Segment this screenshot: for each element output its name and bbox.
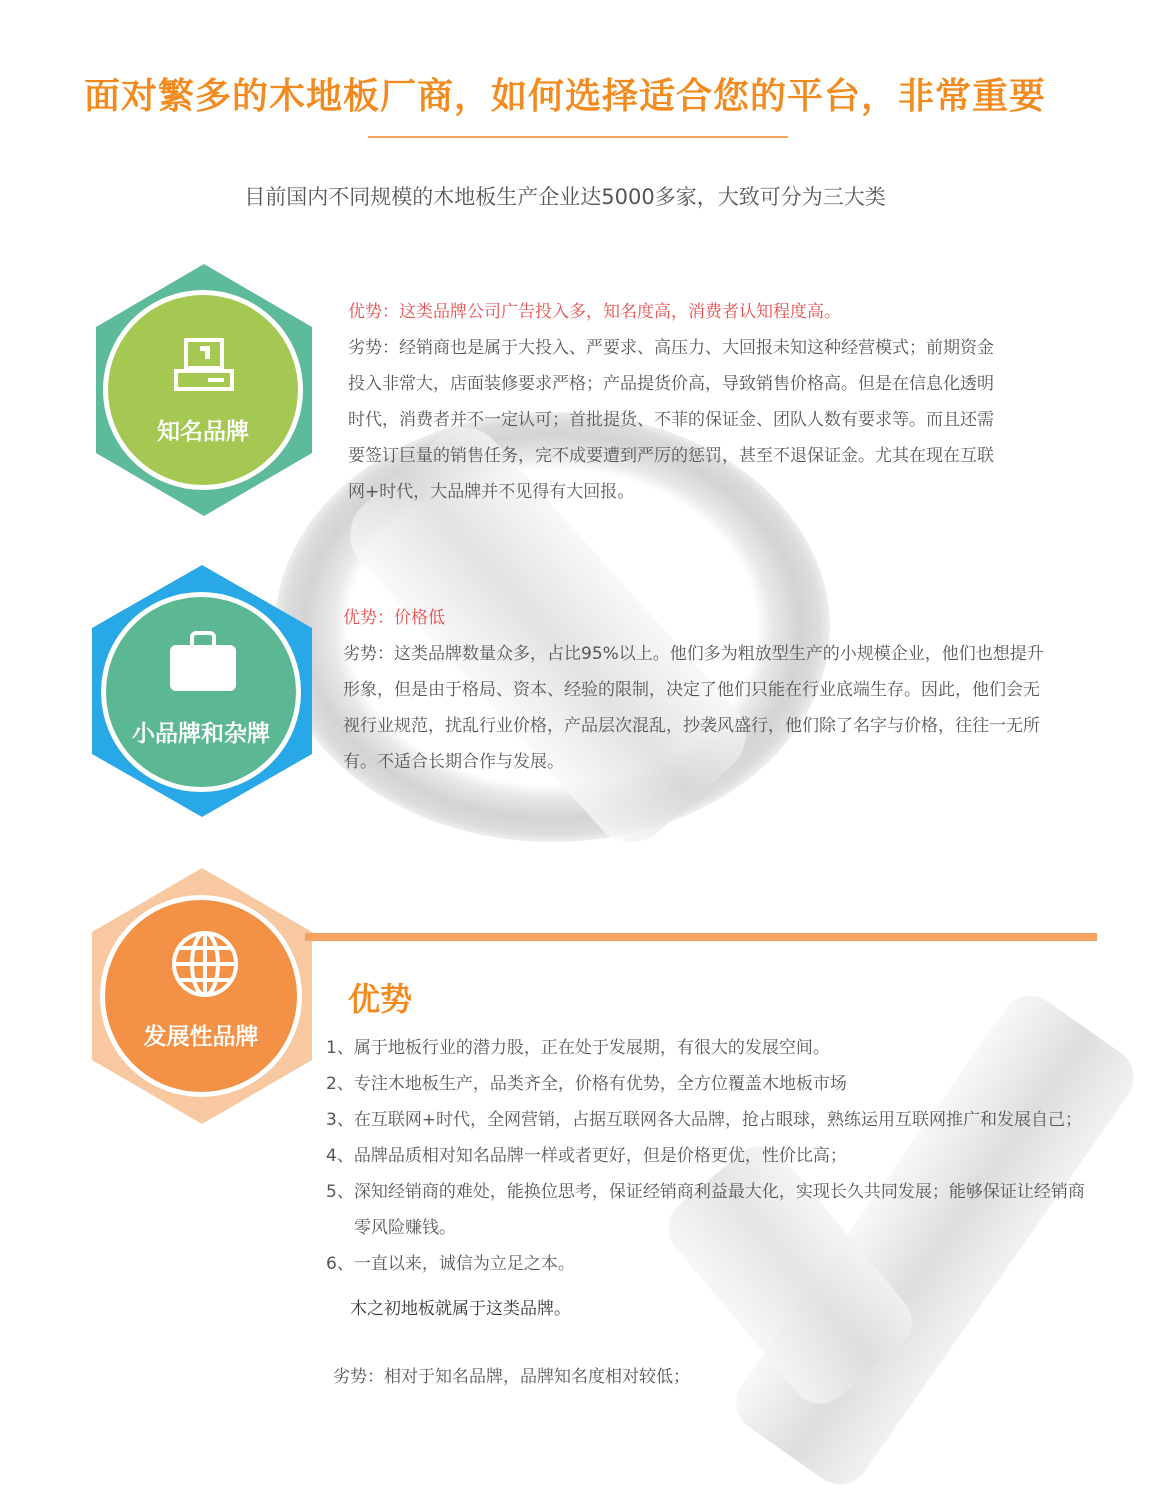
badge-circle-small-brand <box>101 592 301 792</box>
small-brand-weakness-line: 劣势：这类品牌数量众多，占比95%以上。他们多为粗放型生产的小规模企业，他们也想提升 <box>343 644 1044 664</box>
famous-brand-weakness-line: 时代，消费者并不一定认可；首批提货、不菲的保证金、团队人数有要求等。而且还需 <box>348 410 994 430</box>
growth-brand-advantage-list <box>326 1030 1146 1282</box>
growth-brand-closing: 木之初地板就属于这类品牌。 <box>350 1299 571 1319</box>
growth-brand-advantage-heading: 优势 <box>348 980 413 1018</box>
small-brand-weakness-line: 有。不适合长期合作与发展。 <box>343 752 564 772</box>
badge-label-famous-brand: 知名品牌 <box>157 419 249 445</box>
famous-brand-weakness-line: 投入非常大，店面装修要求严格；产品提货价高，导致销售价格高。但是在信息化透明 <box>348 374 994 394</box>
page-subtitle: 目前国内不同规模的木地板生产企业达5000多家，大致可分为三大类 <box>244 185 886 209</box>
badge-circle-growth-brand <box>100 895 302 1097</box>
list-item: 6、一直以来，诚信为立足之本。 <box>326 1254 575 1274</box>
famous-brand-description <box>348 294 1068 510</box>
list-item: 零风险赚钱。 <box>354 1218 456 1238</box>
growth-brand-weakness: 劣势：相对于知名品牌，品牌知名度相对较低； <box>333 1367 690 1387</box>
growth-brand-divider <box>305 933 1097 941</box>
badge-label-small-brand: 小品牌和杂牌 <box>132 721 270 747</box>
list-item: 3、在互联网+时代，全网营销，占据互联网各大品牌，抢占眼球，熟练运用互联网推广和发展自己； <box>326 1110 1083 1130</box>
small-brand-advantage: 优势：价格低 <box>343 608 445 628</box>
computer-icon <box>172 337 236 393</box>
famous-brand-weakness-line: 要签订巨量的销售任务，完不成要遭到严厉的惩罚，甚至不退保证金。尤其在现在互联 <box>348 446 994 466</box>
small-brand-weakness-line: 视行业规范，扰乱行业价格，产品层次混乱，抄袭风盛行，他们除了名字与价格，往往一无所 <box>343 716 1040 736</box>
list-item: 1、属于地板行业的潜力股，正在处于发展期，有很大的发展空间。 <box>326 1038 830 1058</box>
list-item: 2、专注木地板生产，品类齐全，价格有优势，全方位覆盖木地板市场 <box>326 1074 847 1094</box>
list-item: 4、品牌品质相对知名品牌一样或者更好，但是价格更优，性价比高； <box>326 1146 847 1166</box>
small-brand-description <box>343 600 1103 780</box>
list-item: 5、深知经销商的难处，能换位思考，保证经销商利益最大化，实现长久共同发展；能够保证让经销商 <box>326 1182 1085 1202</box>
title-divider <box>368 136 788 138</box>
small-brand-weakness-line: 形象，但是由于格局、资本、经验的限制，决定了他们只能在行业底端生存。因此，他们会无 <box>343 680 1040 700</box>
famous-brand-weakness-line: 劣势：经销商也是属于大投入、严要求、高压力、大回报未知这种经营模式；前期资金 <box>348 338 994 358</box>
globe-icon <box>169 928 241 1000</box>
badge-label-growth-brand: 发展性品牌 <box>143 1024 259 1050</box>
briefcase-icon <box>168 631 238 695</box>
famous-brand-weakness-line: 网+时代，大品牌并不见得有大回报。 <box>348 482 635 502</box>
page-title: 面对繁多的木地板厂商，如何选择适合您的平台，非常重要 <box>83 76 1046 117</box>
badge-circle-famous-brand <box>103 290 303 490</box>
famous-brand-advantage: 优势：这类品牌公司广告投入多，知名度高，消费者认知程度高。 <box>348 302 841 322</box>
